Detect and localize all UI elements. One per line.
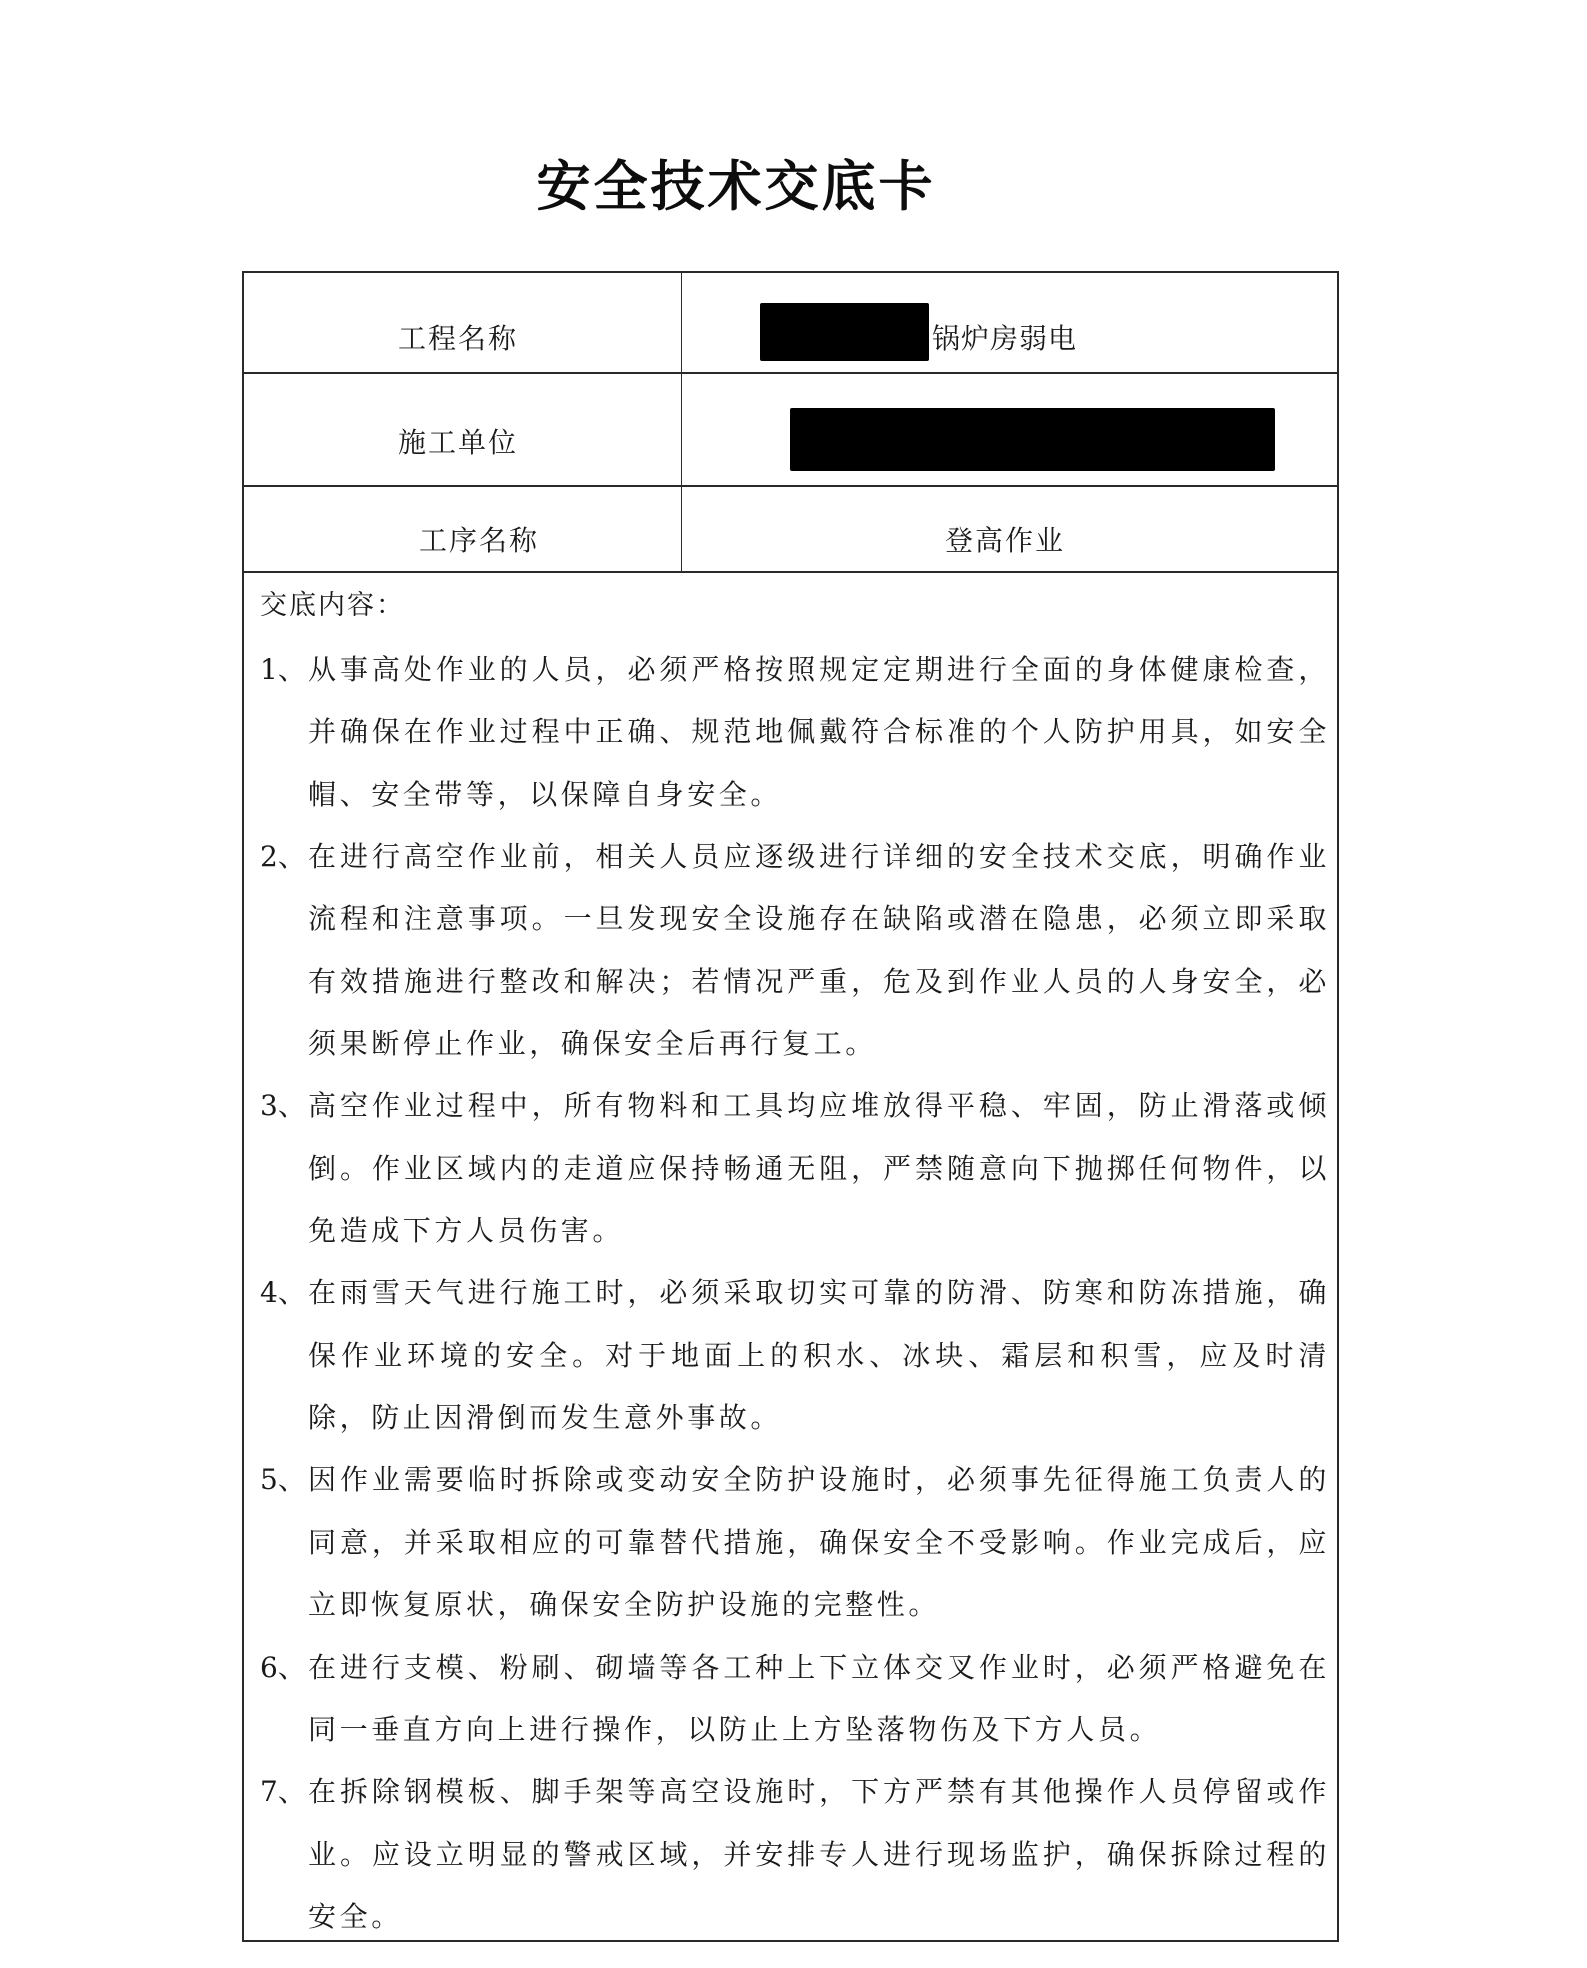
briefing-item-6 xyxy=(260,1637,1330,1762)
item-text: 在雨雪天气进行施工时，必须采取切实可靠的防滑、防寒和防冻措施，确保作业环境的安全。对于地面上的积水、冰块、霜层和积雪，应及时清除，防止因滑倒而发生意外事故。 xyxy=(308,1276,1330,1435)
safety-briefing-card xyxy=(242,271,1339,1942)
item-number: 4、 xyxy=(260,1276,306,1310)
item-number: 5、 xyxy=(260,1463,306,1497)
project-name-label: 工程名称 xyxy=(398,322,519,355)
row-divider-2 xyxy=(244,485,1337,487)
redacted-project-prefix xyxy=(760,303,929,361)
briefing-items-list xyxy=(260,639,1330,1948)
item-text: 从事高处作业的人员，必须严格按照规定定期进行全面的身体健康检查，并确保在作业过程中正确、规范地佩戴符合标准的个人防护用具，如安全帽、安全带等，以保障自身安全。 xyxy=(308,653,1330,811)
item-number: 7、 xyxy=(260,1775,306,1809)
redacted-construction-unit xyxy=(790,408,1275,471)
item-text: 在进行支模、粉刷、砌墙等各工种上下立体交叉作业时，必须严格避免在同一垂直方向上进行操作，以防止上方坠落物伤及下方人员。 xyxy=(308,1650,1330,1746)
content-header: 交底内容： xyxy=(260,590,405,621)
process-name-value: 登高作业 xyxy=(945,524,1066,557)
row-divider-3 xyxy=(244,571,1337,573)
item-text: 在拆除钢模板、脚手架等高空设施时，下方严禁有其他操作人员停留或作业。应设立明显的警戒区域，并安排专人进行现场监护，确保拆除过程的安全。 xyxy=(308,1775,1330,1933)
briefing-item-7 xyxy=(260,1761,1330,1948)
briefing-item-3 xyxy=(260,1075,1330,1262)
item-text: 高空作业过程中，所有物料和工具均应堆放得平稳、牢固，防止滑落或倾倒。作业区域内的走道应保持畅通无阻，严禁随意向下抛掷任何物件，以免造成下方人员伤害。 xyxy=(308,1089,1330,1248)
construction-unit-label: 施工单位 xyxy=(398,426,519,459)
document-title: 安全技术交底卡 xyxy=(536,154,936,218)
briefing-item-2 xyxy=(260,826,1330,1075)
item-number: 6、 xyxy=(260,1650,306,1684)
column-divider xyxy=(681,273,682,571)
project-name-value: 锅炉房弱电 xyxy=(932,322,1078,355)
item-text: 在进行高空作业前，相关人员应逐级进行详细的安全技术交底，明确作业流程和注意事项。一旦发现安全设施存在缺陷或潜在隐患，必须立即采取有效措施进行整改和解决；若情况严重，危及到作业人员的人身安全，必须果断停止作业，确保安全后再行复工。 xyxy=(308,840,1330,1061)
briefing-item-1 xyxy=(260,639,1330,826)
item-text: 因作业需要临时拆除或变动安全防护设施时，必须事先征得施工负责人的同意，并采取相应的可靠替代措施，确保安全不受影响。作业完成后，应立即恢复原状，确保安全防护设施的完整性。 xyxy=(308,1463,1330,1622)
briefing-item-5 xyxy=(260,1449,1330,1636)
process-name-label: 工序名称 xyxy=(419,524,540,557)
row-divider-1 xyxy=(244,372,1337,374)
item-number: 3、 xyxy=(260,1089,306,1123)
item-number: 2、 xyxy=(260,840,306,874)
briefing-item-4 xyxy=(260,1262,1330,1449)
item-number: 1、 xyxy=(260,653,306,686)
